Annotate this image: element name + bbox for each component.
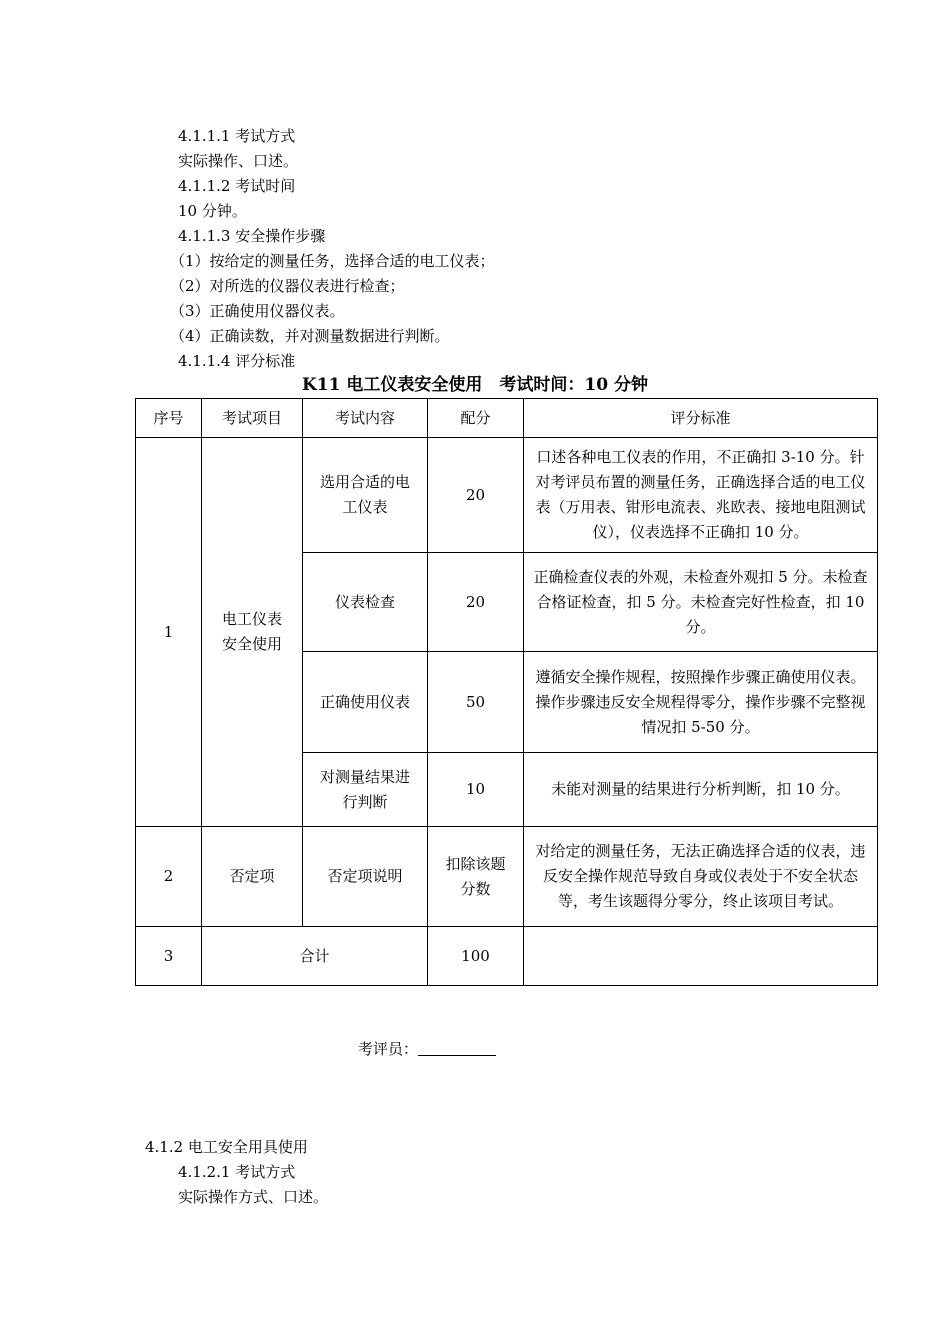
row1-sub4-criteria: 未能对测量的结果进行分析判断，扣 10 分。 bbox=[524, 753, 878, 827]
header-no: 序号 bbox=[136, 399, 202, 438]
row3-score: 100 bbox=[428, 927, 524, 986]
row1-sub1-score: 20 bbox=[428, 438, 524, 553]
row3-label: 合计 bbox=[202, 927, 428, 986]
text-exam-method: 实际操作、口述。 bbox=[178, 152, 299, 170]
row3-criteria bbox=[524, 927, 878, 986]
row1-sub1-criteria: 口述各种电工仪表的作用，不正确扣 3-10 分。针对考评员布置的测量任务，正确选择合适的电工仪表（万用表、钳形电流表、兆欧表、接地电阻测试仪），仪表选择不正确扣 10 分。 bbox=[524, 438, 878, 553]
examiner-label: 考评员： bbox=[358, 1040, 419, 1058]
header-score: 配分 bbox=[428, 399, 524, 438]
table-row bbox=[136, 927, 878, 986]
row1-sub3-criteria: 遵循安全操作规程，按照操作步骤正确使用仪表。操作步骤违反安全规程得零分，操作步骤不完整视情况扣 5-50 分。 bbox=[524, 652, 878, 753]
row2-criteria: 对给定的测量任务，无法正确选择合适的仪表，违反安全操作规范导致自身或仪表处于不安全状态等，考生该题得分零分，终止该项目考试。 bbox=[524, 827, 878, 927]
step-3: （3）正确使用仪器仪表。 bbox=[170, 302, 345, 320]
row1-sub2-score: 20 bbox=[428, 553, 524, 652]
row1-item: 电工仪表安全使用 bbox=[202, 438, 303, 827]
row1-sub3-content: 正确使用仪表 bbox=[303, 652, 428, 753]
row1-sub4-content: 对测量结果进行判断 bbox=[303, 753, 428, 827]
heading-safety-steps: 4.1.1.3 安全操作步骤 bbox=[178, 227, 326, 245]
row1-sub1-content: 选用合适的电工仪表 bbox=[303, 438, 428, 553]
row2-no: 2 bbox=[136, 827, 202, 927]
heading-exam-time: 4.1.1.2 考试时间 bbox=[178, 177, 296, 195]
row2-item: 否定项 bbox=[202, 827, 303, 927]
header-criteria: 评分标准 bbox=[524, 399, 878, 438]
section-heading: 4.1.2 电工安全用具使用 bbox=[145, 1138, 308, 1156]
step-2: （2）对所选的仪器仪表进行检查； bbox=[170, 277, 405, 295]
row1-sub3-score: 50 bbox=[428, 652, 524, 753]
row1-sub2-content: 仪表检查 bbox=[303, 553, 428, 652]
table-row bbox=[136, 438, 878, 553]
row3-no: 3 bbox=[136, 927, 202, 986]
heading-exam-method: 4.1.1.1 考试方式 bbox=[178, 127, 296, 145]
table-title: K11 电工仪表安全使用 考试时间：10 分钟 bbox=[302, 375, 648, 395]
scoring-table bbox=[135, 398, 878, 986]
heading-scoring: 4.1.1.4 评分标准 bbox=[178, 352, 296, 370]
step-4: （4）正确读数，并对测量数据进行判断。 bbox=[170, 327, 450, 345]
table-row bbox=[136, 827, 878, 927]
row2-score: 扣除该题分数 bbox=[428, 827, 524, 927]
header-item: 考试项目 bbox=[202, 399, 303, 438]
subsection-heading: 4.1.2.1 考试方式 bbox=[178, 1163, 296, 1181]
row2-content: 否定项说明 bbox=[303, 827, 428, 927]
subsection-text: 实际操作方式、口述。 bbox=[178, 1188, 329, 1206]
signature-blank[interactable] bbox=[418, 1037, 496, 1056]
text-exam-time: 10 分钟。 bbox=[178, 202, 247, 220]
header-content: 考试内容 bbox=[303, 399, 428, 438]
table-header-row bbox=[136, 399, 878, 438]
row1-sub2-criteria: 正确检查仪表的外观，未检查外观扣 5 分。未检查合格证检查，扣 5 分。未检查完好性检查，扣 10 分。 bbox=[524, 553, 878, 652]
row1-sub4-score: 10 bbox=[428, 753, 524, 827]
step-1: （1）按给定的测量任务，选择合适的电工仪表； bbox=[170, 252, 495, 270]
row1-no: 1 bbox=[136, 438, 202, 827]
examiner-signature bbox=[358, 1037, 496, 1062]
